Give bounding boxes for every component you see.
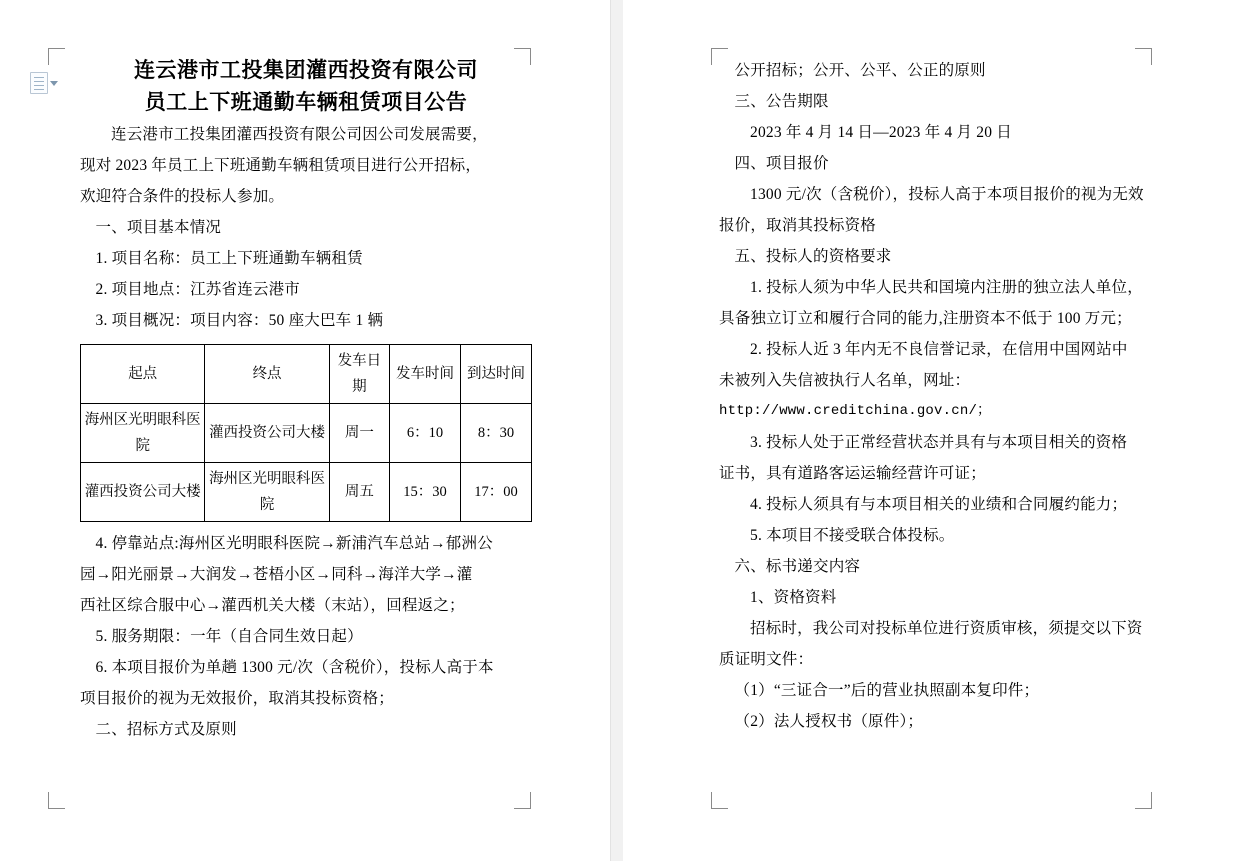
paragraph: 证书，具有道路客运运输经营许可证； xyxy=(719,465,986,482)
section-heading: 一、项目基本情况 xyxy=(95,219,222,236)
table-header-cell: 发车日期 xyxy=(329,345,389,404)
paragraph: 2023 年 4 月 14 日—2023 年 4 月 20 日 xyxy=(750,124,1012,141)
paragraph: 欢迎符合条件的投标人参加。 xyxy=(80,188,285,205)
paragraph: 4. 停靠站点:海州区光明眼科医院→新浦汽车总站→郁洲公 xyxy=(95,535,493,552)
document-sheet-icon xyxy=(30,72,48,94)
paragraph: 项目报价的视为无效报价，取消其投标资格； xyxy=(80,690,395,707)
table-header-cell: 发车时间 xyxy=(390,345,461,404)
section-heading: 二、招标方式及原则 xyxy=(95,721,237,738)
paragraph: 具备独立订立和履行合同的能力,注册资本不低于 100 万元； xyxy=(719,310,1132,327)
table-cell-arrive: 17：00 xyxy=(460,463,531,522)
paragraph: 现对 2023 年员工上下班通勤车辆租赁项目进行公开招标， xyxy=(80,157,482,174)
chevron-down-icon xyxy=(50,81,58,86)
crop-mark-bottom-right xyxy=(514,792,531,809)
table-header-cell: 起点 xyxy=(81,345,205,404)
paragraph: 4. 投标人须具有与本项目相关的业绩和合同履约能力； xyxy=(750,496,1128,513)
section-heading: 六、标书递交内容 xyxy=(734,558,861,575)
paragraph: 连云港市工投集团灌西投资有限公司因公司发展需要， xyxy=(111,126,488,143)
section-heading: 五、投标人的资格要求 xyxy=(734,248,892,265)
table-cell-end: 海州区光明眼科医院 xyxy=(205,463,329,522)
page-title-line-2: 员工上下班通勤车辆租赁项目公告 xyxy=(144,90,468,114)
table-cell-arrive: 8：30 xyxy=(460,404,531,463)
page-1-content xyxy=(80,55,532,745)
paragraph: 1、资格资料 xyxy=(750,589,837,606)
page-2-content xyxy=(719,55,1167,737)
paragraph: 5. 服务期限：一年（自合同生效日起） xyxy=(95,628,363,645)
crop-mark-bottom-left xyxy=(48,792,65,809)
table-cell-start: 灌西投资公司大楼 xyxy=(81,463,205,522)
paragraph: 1. 项目名称：员工上下班通勤车辆租赁 xyxy=(95,250,363,267)
paragraph: 报价，取消其投标资格 xyxy=(719,217,877,234)
table-row xyxy=(81,463,532,522)
page-title-line-1: 连云港市工投集团灌西投资有限公司 xyxy=(134,58,478,82)
paragraph: 未被列入失信被执行人名单，网址： xyxy=(719,372,971,389)
paragraph: 3. 投标人处于正常经营状态并具有与本项目相关的资格 xyxy=(750,434,1128,451)
paragraph: 1. 投标人须为中华人民共和国境内注册的独立法人单位， xyxy=(750,279,1143,296)
paragraph: 5. 本项目不接受联合体投标。 xyxy=(750,527,955,544)
paragraph: 6. 本项目报价为单趟 1300 元/次（含税价），投标人高于本 xyxy=(95,659,494,676)
paragraph: （1）“三证合一”后的营业执照副本复印件； xyxy=(734,682,1040,699)
table-cell-depart: 15：30 xyxy=(390,463,461,522)
table-header-cell: 到达时间 xyxy=(460,345,531,404)
table-cell-day: 周五 xyxy=(329,463,389,522)
table-cell-day: 周一 xyxy=(329,404,389,463)
section-heading: 四、项目报价 xyxy=(734,155,829,172)
crop-mark-bottom-left xyxy=(711,792,728,809)
paragraph: （2）法人授权书（原件）； xyxy=(734,713,924,730)
table-cell-end: 灌西投资公司大楼 xyxy=(205,404,329,463)
paragraph: 2. 项目地点：江苏省连云港市 xyxy=(95,281,301,298)
paragraph: 招标时，我公司对投标单位进行资质审核，须提交以下资 xyxy=(750,620,1143,637)
website-url[interactable]: http://www.creditchina.gov.cn/； xyxy=(719,403,992,419)
crop-mark-bottom-right xyxy=(1135,792,1152,809)
document-page-1 xyxy=(0,0,610,861)
paragraph: 3. 项目概况：项目内容：50 座大巴车 1 辆 xyxy=(95,312,384,329)
paragraph: 公开招标；公开、公平、公正的原则 xyxy=(734,62,986,79)
table-cell-depart: 6：10 xyxy=(390,404,461,463)
table-row xyxy=(81,404,532,463)
paragraph: 2. 投标人近 3 年内无不良信誉记录，在信用中国网站中 xyxy=(750,341,1128,358)
table-header-row xyxy=(81,345,532,404)
page-separator xyxy=(610,0,624,861)
paragraph: 质证明文件： xyxy=(719,651,814,668)
section-heading: 三、公告期限 xyxy=(734,93,829,110)
paragraph: 西社区综合服中心→灌西机关大楼（末站），回程返之； xyxy=(80,597,465,614)
paragraph: 园→阳光丽景→大润发→苍梧小区→同科→海洋大学→灌 xyxy=(80,566,473,583)
document-icon[interactable] xyxy=(30,70,58,96)
crop-mark-top-left xyxy=(48,48,65,65)
paragraph: 1300 元/次（含税价），投标人高于本项目报价的视为无效 xyxy=(750,186,1144,203)
table-cell-start: 海州区光明眼科医院 xyxy=(81,404,205,463)
document-page-2 xyxy=(623,0,1237,861)
schedule-table xyxy=(80,344,532,522)
table-header-cell: 终点 xyxy=(205,345,329,404)
